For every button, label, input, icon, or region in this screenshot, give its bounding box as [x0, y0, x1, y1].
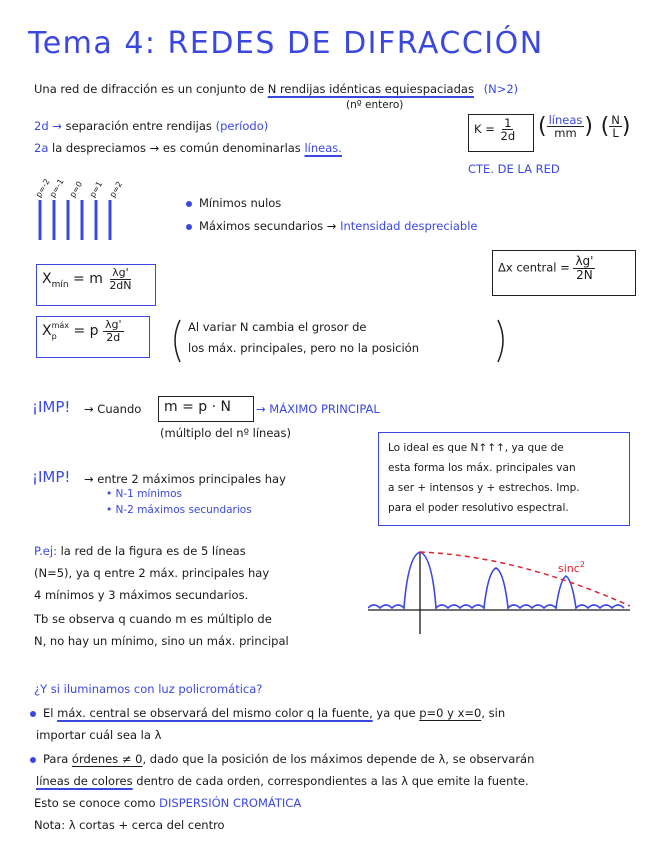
unit-l: L: [612, 126, 619, 141]
intensity-plot: [368, 546, 636, 636]
constant-lhs: K =: [474, 122, 495, 137]
def-period: (período): [215, 119, 269, 133]
poly-p3: Esto se conoce como DISPERSIÓN CROMÁTICA: [34, 796, 302, 810]
def-line-2: [34, 141, 342, 155]
example-line-4: Tb se observa q cuando m es múltiplo de: [34, 612, 272, 626]
unit-lines: líneas: [548, 113, 583, 127]
example-label: P.ej:: [34, 544, 57, 558]
imp1-label: ¡IMP!: [32, 398, 71, 416]
plot-intensity-curve: [368, 552, 624, 608]
poly-p2-line-2: líneas de colores dentro de cada orden, correspondientes a las λ que emite la fuente.: [36, 774, 529, 788]
imp1-text-a: → Cuando: [84, 402, 142, 416]
ideal-line-3: a ser + intensos y + estrechos. Imp.: [388, 482, 580, 494]
slit-label-2: p=2: [107, 179, 125, 199]
imp2-bullet-1: • N-1 mínimos: [106, 488, 183, 500]
slit-label-0: p=0: [67, 179, 85, 199]
xmax-formula: X máx p = p $\frac{\lambda g'}{2d}$: [42, 318, 122, 344]
plot-sinc-label: sinc$^2$: [558, 560, 585, 575]
delta-formula: Δx central = $\frac{\lambda g'}{2N}$: [498, 254, 594, 282]
imp2-text: → entre 2 máximos principales hay: [84, 472, 286, 486]
poly-question: ¿Y si iluminamos con luz policromática?: [34, 682, 263, 696]
constant-label: CTE. DE LA RED: [468, 162, 560, 176]
intro-note: (nº entero): [346, 99, 404, 111]
def-2d: 2d →: [34, 119, 62, 133]
def-lines: líneas.: [304, 141, 342, 155]
paren-line-2: los máx. principales, pero no la posición: [188, 341, 419, 355]
bullet-secondary: Máximos secundarios → Intensidad despreciable: [186, 219, 477, 233]
ideal-line-2: esta forma los máx. principales van: [388, 462, 576, 474]
unit-n: N: [611, 113, 620, 127]
imp1-formula: m = p · N: [164, 399, 231, 415]
slit-diagram: [28, 176, 138, 244]
xmin-formula: $X_{mín} = m$ $\frac{\lambda g'}{2dN}$: [42, 266, 132, 292]
constant-formula: [474, 117, 517, 142]
unit-mm: mm: [554, 126, 577, 141]
imp1-note: (múltiplo del nº líneas): [160, 426, 291, 440]
slit-label-1: p=1: [87, 179, 105, 199]
constant-num: 1: [504, 116, 512, 130]
def-neglect: la despreciamos → es común denominarlas: [52, 141, 301, 155]
example-line-5: N, no hay un mínimo, sino un máx. principal: [34, 634, 289, 648]
imp1-result: → MÁXIMO PRINCIPAL: [256, 402, 380, 416]
constant-units: ( $\frac{\text{líneas}}{mm}$ ) ( $\frac{N}{L}$ ): [538, 113, 631, 141]
slit-label-m1: p=-1: [47, 177, 66, 199]
example-line-1: P.ej: la red de la figura es de 5 líneas: [34, 544, 246, 558]
slit-label-m2: p=-2: [33, 177, 52, 199]
intro-text: Una red de difracción es un conjunto de: [34, 82, 265, 96]
page-title: Tema 4: REDES DE DIFRACCIÓN: [28, 26, 544, 61]
poly-p2-line-1: Para órdenes ≠ 0, dado que la posición de los máximos depende de λ, se observarán: [30, 752, 534, 766]
ideal-line-1: Lo ideal es que N↑↑↑, ya que de: [388, 442, 564, 454]
poly-p1-line-2: importar cuál sea la λ: [36, 728, 162, 742]
intro-highlight: N rendijas idénticas equiespaciadas: [267, 82, 474, 96]
plot-sinc-envelope: [420, 552, 630, 606]
poly-p1-line-1: El máx. central se observará del mismo color q la fuente, ya que p=0 y x=0, sin: [30, 706, 505, 720]
constant-den: 2d: [500, 129, 516, 144]
poly-note: Nota: λ cortas + cerca del centro: [34, 818, 225, 832]
paren-line-1: Al variar N cambia el grosor de: [188, 320, 367, 334]
imp2-bullet-2: • N-2 máximos secundarios: [106, 504, 252, 516]
intro-line: [34, 82, 518, 96]
intro-condition: (N>2): [483, 82, 519, 96]
imp2-label: ¡IMP!: [32, 468, 71, 486]
bullet-minima: Mínimos nulos: [186, 196, 281, 210]
def-line-1: [34, 119, 268, 133]
ideal-line-4: para el poder resolutivo espectral.: [388, 502, 569, 514]
example-line-3: 4 mínimos y 3 máximos secundarios.: [34, 588, 249, 602]
example-line-2: (N=5), ya q entre 2 máx. principales hay: [34, 566, 270, 580]
def-separation: separación entre rendijas: [65, 119, 212, 133]
def-2a: 2a: [34, 141, 49, 155]
